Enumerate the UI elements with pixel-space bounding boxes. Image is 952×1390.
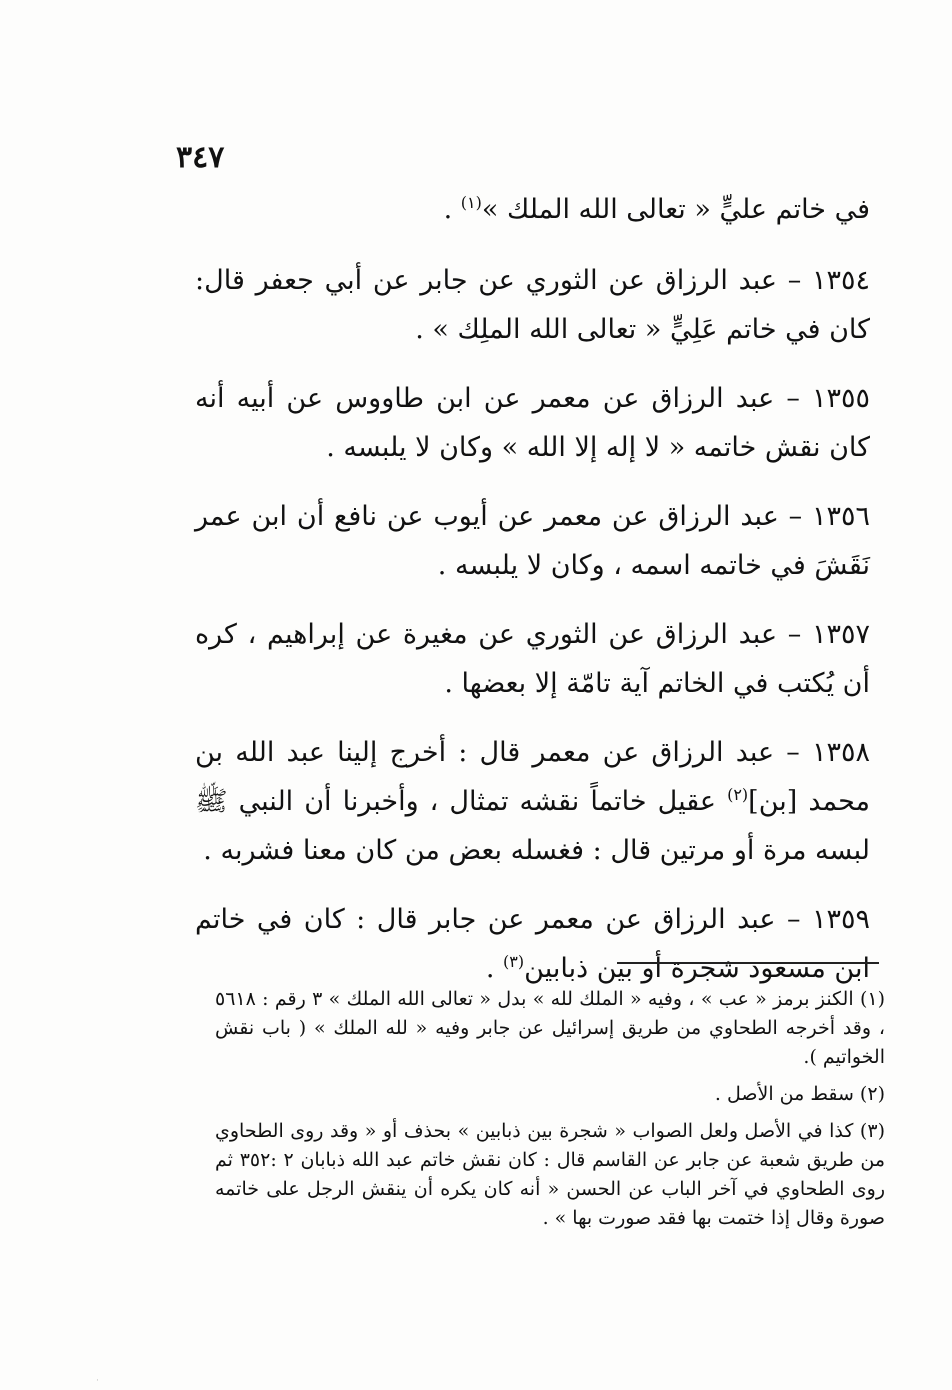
- paragraph-tail: .: [485, 953, 504, 984]
- footnote-ref-3[interactable]: (٣): [503, 952, 525, 971]
- paragraph-tail: عقيل خاتماً نقشه تمثال ، وأخبرنا أن النبي ﷺ لبسه مرة أو مرتين قال : فغسله بعض من كان معنا فشربه .: [195, 786, 870, 866]
- footnote-1: (١) الكنز برمز « عب » ، وفيه « الملك لله » بدل « تعالى الله الملك » ٣ رقم : ٥٦١٨ ، وقد أخرجه الطحاوي من طريق إسرائيل عن جابر وفيه « لله الملك » ( باب نقش الخواتيم ).: [215, 988, 885, 1068]
- scan-smudge: ·: [96, 1376, 99, 1386]
- footnote-ref-1[interactable]: (١): [460, 193, 482, 212]
- footnotes: [215, 985, 885, 1241]
- hadith-text: [195, 185, 870, 1013]
- paragraph-tail: .: [443, 194, 461, 225]
- page-number: ٣٤٧: [176, 140, 225, 175]
- paragraph-1354: ١٣٥٤ – عبد الرزاق عن الثوري عن جابر عن أبي جعفر قال: كان في خاتم عَلِيٍّ « تعالى الله الملِك » .: [195, 265, 870, 345]
- footnote-ref-2[interactable]: (٢): [727, 785, 749, 804]
- footnote-2: (٢) سقط من الأصل .: [714, 1083, 885, 1105]
- footnote-divider: [617, 962, 879, 964]
- paragraph-1356: ١٣٥٦ – عبد الرزاق عن معمر عن أيوب عن نافع أن ابن عمر نَقَشَ في خاتمه اسمه ، وكان لا يلبسه .: [195, 501, 870, 581]
- paragraph-text: ١٣٥٩ – عبد الرزاق عن معمر عن جابر قال : كان في خاتم ابن مسعود شجرة أو بين ذبابين: [195, 904, 870, 984]
- paragraph-1358: [195, 728, 870, 875]
- paragraph-1359: [195, 895, 870, 993]
- paragraph-1357: ١٣٥٧ – عبد الرزاق عن الثوري عن مغيرة عن إبراهيم ، كره أن يُكتب في الخاتم آية تامّة إلا بعضها .: [195, 619, 870, 699]
- paragraph-text: في خاتم عليٍّ « تعالى الله الملك »: [481, 194, 870, 225]
- paragraph-text: ١٣٥٨ – عبد الرزاق عن معمر قال : أخرج إلينا عبد الله بن محمد [بن]: [195, 737, 871, 817]
- paragraph-intro: [195, 185, 870, 234]
- paragraph-1355: ١٣٥٥ – عبد الرزاق عن معمر عن ابن طاووس عن أبيه أنه كان نقش خاتمه « لا إله إلا الله » وكان لا يلبسه .: [195, 383, 870, 463]
- footnote-3: (٣) كذا في الأصل ولعل الصواب « شجرة بين ذبابين » بحذف أو « وقد روى الطحاوي من طريق شعبة عن جابر عن القاسم قال : كان نقش خاتم عبد الله ذبابان ٢ :٣٥٢ ثم روى الطحاوي في آخر الباب عن الحسن « أنه كان يكره أن ينقش الرجل على خاتمه صورة وقال إذا ختمت بها فقد صورت بها » .: [215, 1120, 886, 1229]
